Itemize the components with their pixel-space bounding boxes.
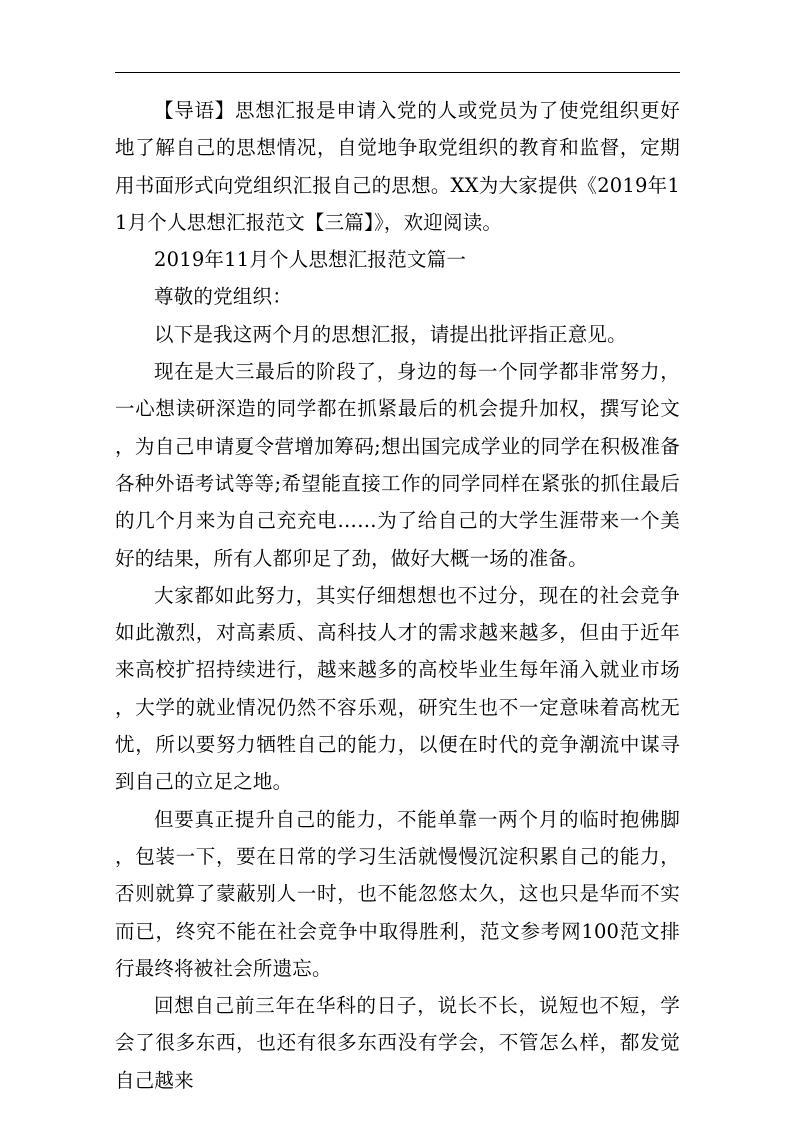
intro-paragraph: 【导语】思想汇报是申请入党的人或党员为了使党组织更好地了解自己的思想情况，自觉地争取党组织的教育和监督，定期用书面形式向党组织汇报自己的思想。XX为大家提供《2019年11月个人思想汇报范文【三篇】》，欢迎阅读。 xyxy=(115,99,680,234)
body-paragraph: 但要真正提升自己的能力，不能单靠一两个月的临时抱佛脚，包装一下，要在日常的学习生活就慢慢沉淀积累自己的能力，否则就算了蒙蔽别人一时，也不能忽悠太久，这也只是华而不实而已，终究不能在社会竞争中取得胜利，范文参考网100范文排行最终将被社会所遗忘。 xyxy=(115,807,680,980)
body-paragraph: 大家都如此努力，其实仔细想想也不过分，现在的社会竞争如此激烈，对高素质、高科技人才的需求越来越多，但由于近年来高校扩招持续进行，越来越多的高校毕业生每年涌入就业市场，大学的就业情况仍然不容乐观，研究生也不一定意味着高枕无忧，所以要努力牺牲自己的能力，以便在时代的竞争潮流中谋寻到自己的立足之地。 xyxy=(115,583,680,794)
body-paragraph: 以下是我这两个月的思想汇报，请提出批评指正意见。 xyxy=(154,322,627,346)
body-paragraph: 回想自己前三年在华科的日子，说长不长，说短也不短，学会了很多东西，也还有很多东西没有学会，不管怎么样，都发觉自己越来 xyxy=(115,994,680,1092)
body-paragraph: 现在是大三最后的阶段了，身边的每一个同学都非常努力，一心想读研深造的同学都在抓紧最后的机会提升加权，撰写论文，为自己申请夏令营增加筹码;想出国完成学业的同学在积极准备各种外语考试等等;希望能直接工作的同学同样在紧张的抓住最后的几个月来为自己充充电……为了给自己的大学生涯带来一个美好的结果，所有人都卯足了劲，做好大概一场的准备。 xyxy=(115,360,680,570)
section-heading: 2019年11月个人思想汇报范文篇一 xyxy=(154,248,467,272)
document-body xyxy=(115,92,680,1099)
salutation: 尊敬的党组织： xyxy=(154,285,292,309)
header-rule xyxy=(115,72,680,73)
